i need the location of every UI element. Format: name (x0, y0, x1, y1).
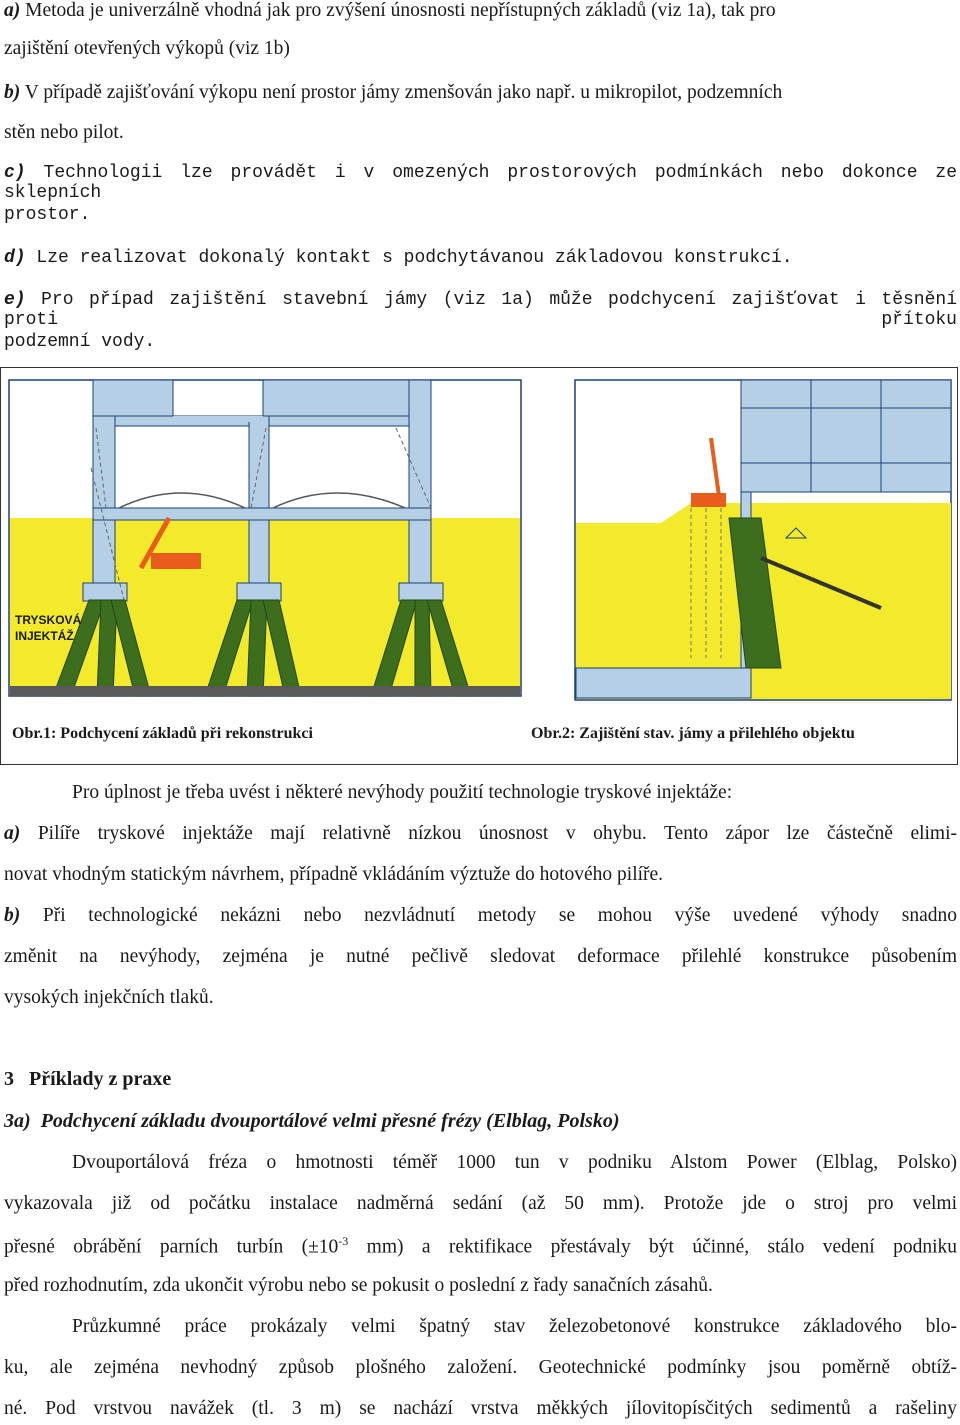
item-b: b) V případě zajišťování výkopu není prostor jámy zmenšován jako např. u mikropilot, podzemních (4, 82, 783, 103)
para1-line2: vykazovala již od počátku instalace nadměrná sedání (až 50 mm). Protože jde o stroj pro velmi (4, 1193, 957, 1214)
para2-line3: né. Pod vrstvou navážek (tl. 3 m) se nachází vrstva měkkých jílovitopísčitých sedimentů a rašeliny (4, 1398, 957, 1419)
subsection-heading: 3a) Podchycení základu dvouportálové velmi přesné frézy (Elblag, Polsko) (4, 1110, 620, 1132)
disadvantages-intro: Pro úplnost je třeba uvést i některé nevýhody použití technologie tryskové injektáže: (72, 782, 733, 803)
item-c-cont: prostor. (4, 205, 91, 225)
fig1-label-1: TRYSKOVÁ (15, 613, 82, 627)
para1-line1: Dvouportálová fréza o hmotnosti téměř 1000 tun v podniku Alstom Power (Elblag, Polsko) (72, 1152, 957, 1173)
disadv-b-cont: změnit na nevýhody, zejména je nutné pečlivě sledovat deformace přilehlé konstrukce působením (4, 946, 957, 967)
disadv-b-cont2: vysokých injekčních tlaků. (4, 987, 214, 1008)
para1-line4: před rozhodnutím, zda ukončit výrobu nebo se pokusit o poslední z řady sanačních zásahů. (4, 1275, 713, 1296)
fig2-caption: Obr.2: Zajištění stav. jámy a přilehlého objektu (531, 725, 855, 742)
figures-svg (1, 368, 959, 766)
para1-line3: přesné obrábění parních turbín ($\pm 10^{-3}$ mm) a rektifikace přestávaly být účinné, stálo vedení podniku (4, 1234, 957, 1258)
item-d: d) Lze realizovat dokonalý kontakt s podchytávanou základovou konstrukcí. (4, 248, 793, 268)
fig1-label-2: INJEKTÁŽ (15, 629, 74, 643)
item-e: e) Pro případ zajištění stavební jámy (viz 1a) může podchycení zajišťovat i těsnění proti přítoku (4, 290, 957, 330)
item-b-cont: stěn nebo pilot. (4, 122, 124, 143)
fig1-caption: Obr.1: Podchycení základů při rekonstrukci (12, 725, 313, 742)
item-a-cont: zajištění otevřených výkopů (viz 1b) (4, 38, 290, 59)
section-heading: 3 Příklady z praxe (4, 1068, 172, 1090)
para2-line1: Průzkumné práce prokázaly velmi špatný stav železobetonové konstrukce základového blo- (72, 1316, 957, 1337)
item-e-cont: podzemní vody. (4, 332, 156, 352)
fig2-illustration (575, 380, 951, 700)
disadv-a: a) Pilíře tryskové injektáže mají relativně nízkou únosnost v ohybu. Tento zápor lze částečně elimi- (4, 823, 958, 844)
figure-panel (0, 367, 958, 765)
disadv-b: b) Při technologické nekázni nebo nezvládnutí metody se mohou výše uvedené výhody snadno (4, 905, 958, 926)
disadv-a-cont: novat vhodným statickým návrhem, případně vkládáním výztuže do hotového pilíře. (4, 864, 664, 885)
fig1-illustration (9, 380, 521, 696)
item-c: c) Technologii lze provádět i v omezených prostorových podmínkách nebo dokonce ze sklepních (4, 163, 957, 203)
para2-line2: ku, ale zejména nevhodný způsob plošného založení. Geotechnické podmínky jsou poměrně obtíž- (4, 1357, 957, 1378)
item-a: a) Metoda je univerzálně vhodná jak pro zvýšení únosnosti nepřístupných základů (viz 1a), tak pro (4, 0, 776, 21)
